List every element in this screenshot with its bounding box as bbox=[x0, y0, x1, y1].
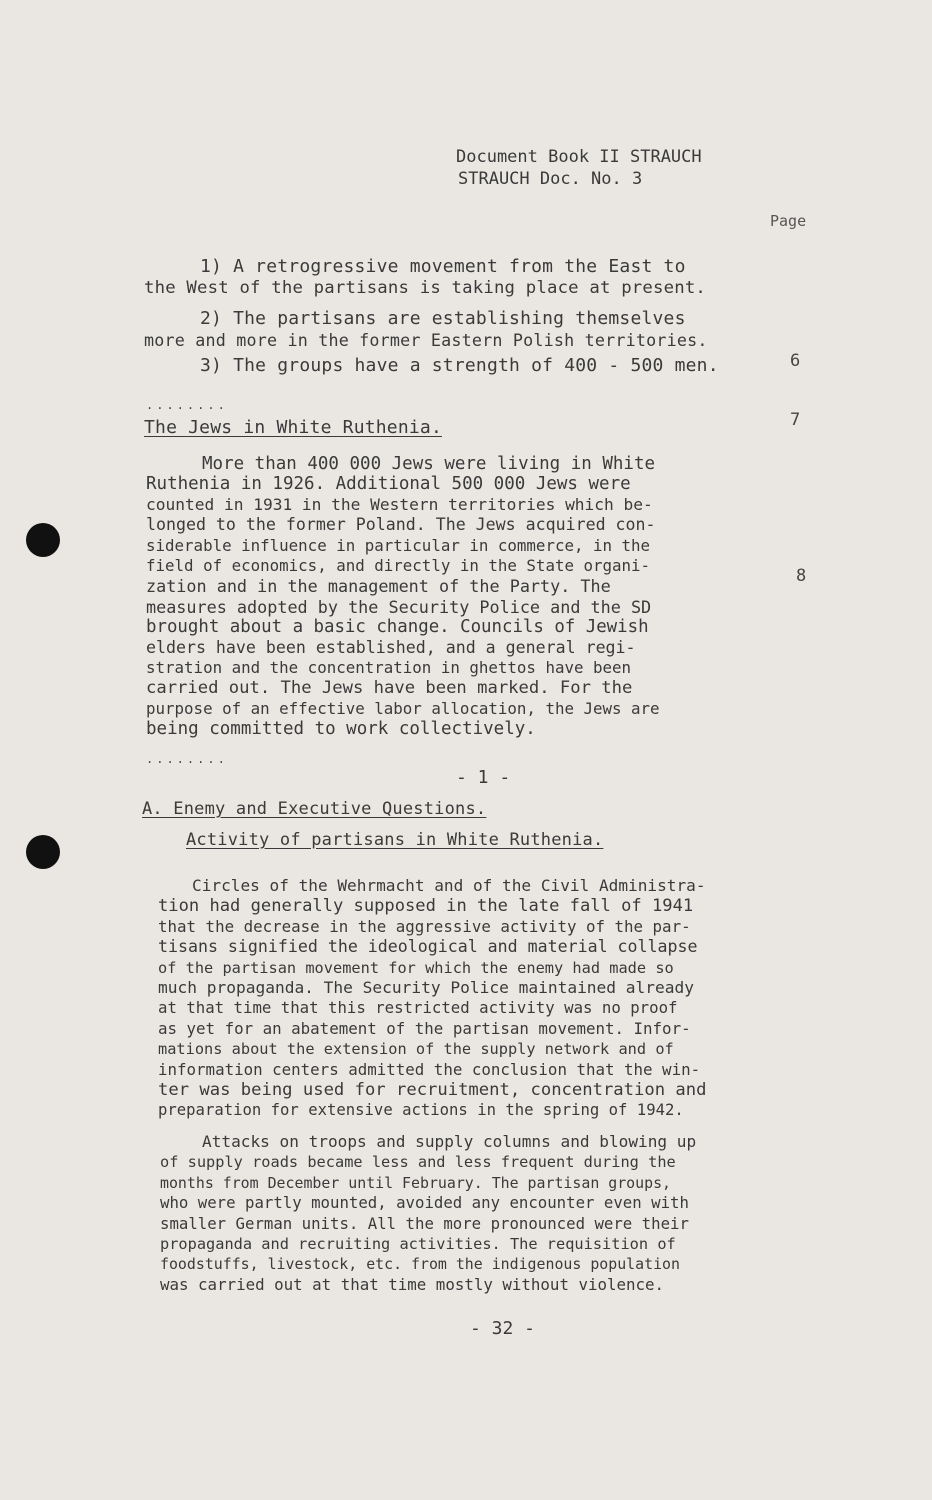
attacks-line-1: Attacks on troops and supply columns and blowing up bbox=[202, 1132, 697, 1151]
attacks-line-5: smaller German units. All the more pronounced were their bbox=[160, 1213, 689, 1233]
item-2-line-2: more and more in the former Eastern Polish territories. bbox=[144, 330, 708, 350]
circles-line-12: preparation for extensive actions in the spring of 1942. bbox=[158, 1101, 684, 1120]
jews-line-8: measures adopted by the Security Police and the SD bbox=[146, 596, 652, 617]
circles-line-2: tion had generally supposed in the late fall of 1941 bbox=[158, 896, 694, 917]
section-page-marker: - 1 - bbox=[456, 767, 511, 788]
section-heading-enemy: A. Enemy and Executive Questions. bbox=[142, 799, 487, 819]
circles-line-5: of the partisan movement for which the enemy had made so bbox=[158, 958, 674, 977]
circles-line-4: tisans signified the ideological and material collapse bbox=[158, 937, 698, 957]
jews-line-3: counted in 1931 in the Western territories which be- bbox=[146, 494, 653, 514]
margin-number-7: 7 bbox=[790, 410, 801, 430]
item-2-line-1: 2) The partisans are establishing themselves bbox=[200, 308, 686, 329]
jews-line-11: stration and the concentration in ghettos have been bbox=[146, 658, 632, 678]
circles-line-7: at that time that this restricted activity was no proof bbox=[158, 998, 678, 1018]
item-1-line-1: 1) A retrogressive movement from the East to bbox=[200, 256, 686, 277]
circles-line-11: ter was being used for recruitment, concentration and bbox=[158, 1080, 707, 1101]
page-number: - 32 - bbox=[470, 1318, 536, 1339]
punch-hole-top bbox=[26, 523, 60, 557]
ellipsis-separator-1: ........ bbox=[146, 398, 228, 412]
document-header bbox=[456, 146, 702, 190]
attacks-line-7: foodstuffs, livestock, etc. from the indigenous population bbox=[160, 1255, 680, 1274]
circles-line-8: as yet for an abatement of the partisan movement. Infor- bbox=[158, 1018, 691, 1038]
attacks-line-8: was carried out at that time mostly without violence. bbox=[160, 1274, 665, 1294]
subheading-activity: Activity of partisans in White Ruthenia. bbox=[186, 830, 604, 850]
header-line-1: Document Book II STRAUCH bbox=[456, 147, 702, 167]
jews-line-7: zation and in the management of the Party. The bbox=[146, 576, 611, 597]
jews-line-5: siderable influence in particular in commerce, in the bbox=[146, 535, 651, 555]
header-line-2: STRAUCH Doc. No. 3 bbox=[458, 169, 643, 189]
margin-number-6: 6 bbox=[790, 351, 801, 371]
jews-paragraph bbox=[146, 454, 660, 740]
attacks-paragraph bbox=[160, 1132, 696, 1295]
jews-line-10: elders have been established, and a general regi- bbox=[146, 637, 636, 657]
page-label: Page bbox=[770, 212, 807, 230]
circles-line-6: much propaganda. The Security Police maintained already bbox=[158, 978, 695, 998]
circles-line-3: that the decrease in the aggressive activity of the par- bbox=[158, 916, 691, 936]
jews-line-9: brought about a basic change. Councils of Jewish bbox=[146, 617, 649, 638]
jews-line-12: carried out. The Jews have been marked. For the bbox=[146, 678, 633, 699]
attacks-line-2: of supply roads became less and less frequent during the bbox=[160, 1153, 676, 1172]
circles-paragraph bbox=[158, 876, 706, 1121]
item-1-line-2: the West of the partisans is taking place at present. bbox=[144, 278, 707, 298]
attacks-line-4: who were partly mounted, avoided any encounter even with bbox=[160, 1193, 689, 1213]
jews-line-14: being committed to work collectively. bbox=[146, 719, 536, 740]
jews-line-13: purpose of an effective labor allocation, the Jews are bbox=[146, 698, 660, 718]
margin-number-8: 8 bbox=[796, 566, 807, 586]
circles-line-10: information centers admitted the conclusion that the win- bbox=[158, 1059, 701, 1079]
punch-hole-bottom bbox=[26, 835, 60, 869]
item-3-line-1: 3) The groups have a strength of 400 - 500 men. bbox=[200, 355, 719, 376]
jews-line-1: More than 400 000 Jews were living in White bbox=[202, 454, 656, 474]
section-heading-jews: The Jews in White Ruthenia. bbox=[144, 417, 442, 438]
attacks-line-6: propaganda and recruiting activities. The requisition of bbox=[160, 1235, 676, 1254]
attacks-line-3: months from December until February. The partisan groups, bbox=[160, 1173, 672, 1192]
ellipsis-separator-2: ........ bbox=[146, 752, 228, 766]
jews-line-6: field of economics, and directly in the State organi- bbox=[146, 556, 651, 576]
jews-line-2: Ruthenia in 1926. Additional 500 000 Jews were bbox=[146, 474, 631, 495]
circles-line-1: Circles of the Wehrmacht and of the Civil Administra- bbox=[192, 876, 706, 895]
circles-line-9: mations about the extension of the supply network and of bbox=[158, 1040, 674, 1059]
jews-line-4: longed to the former Poland. The Jews acquired con- bbox=[146, 515, 656, 535]
